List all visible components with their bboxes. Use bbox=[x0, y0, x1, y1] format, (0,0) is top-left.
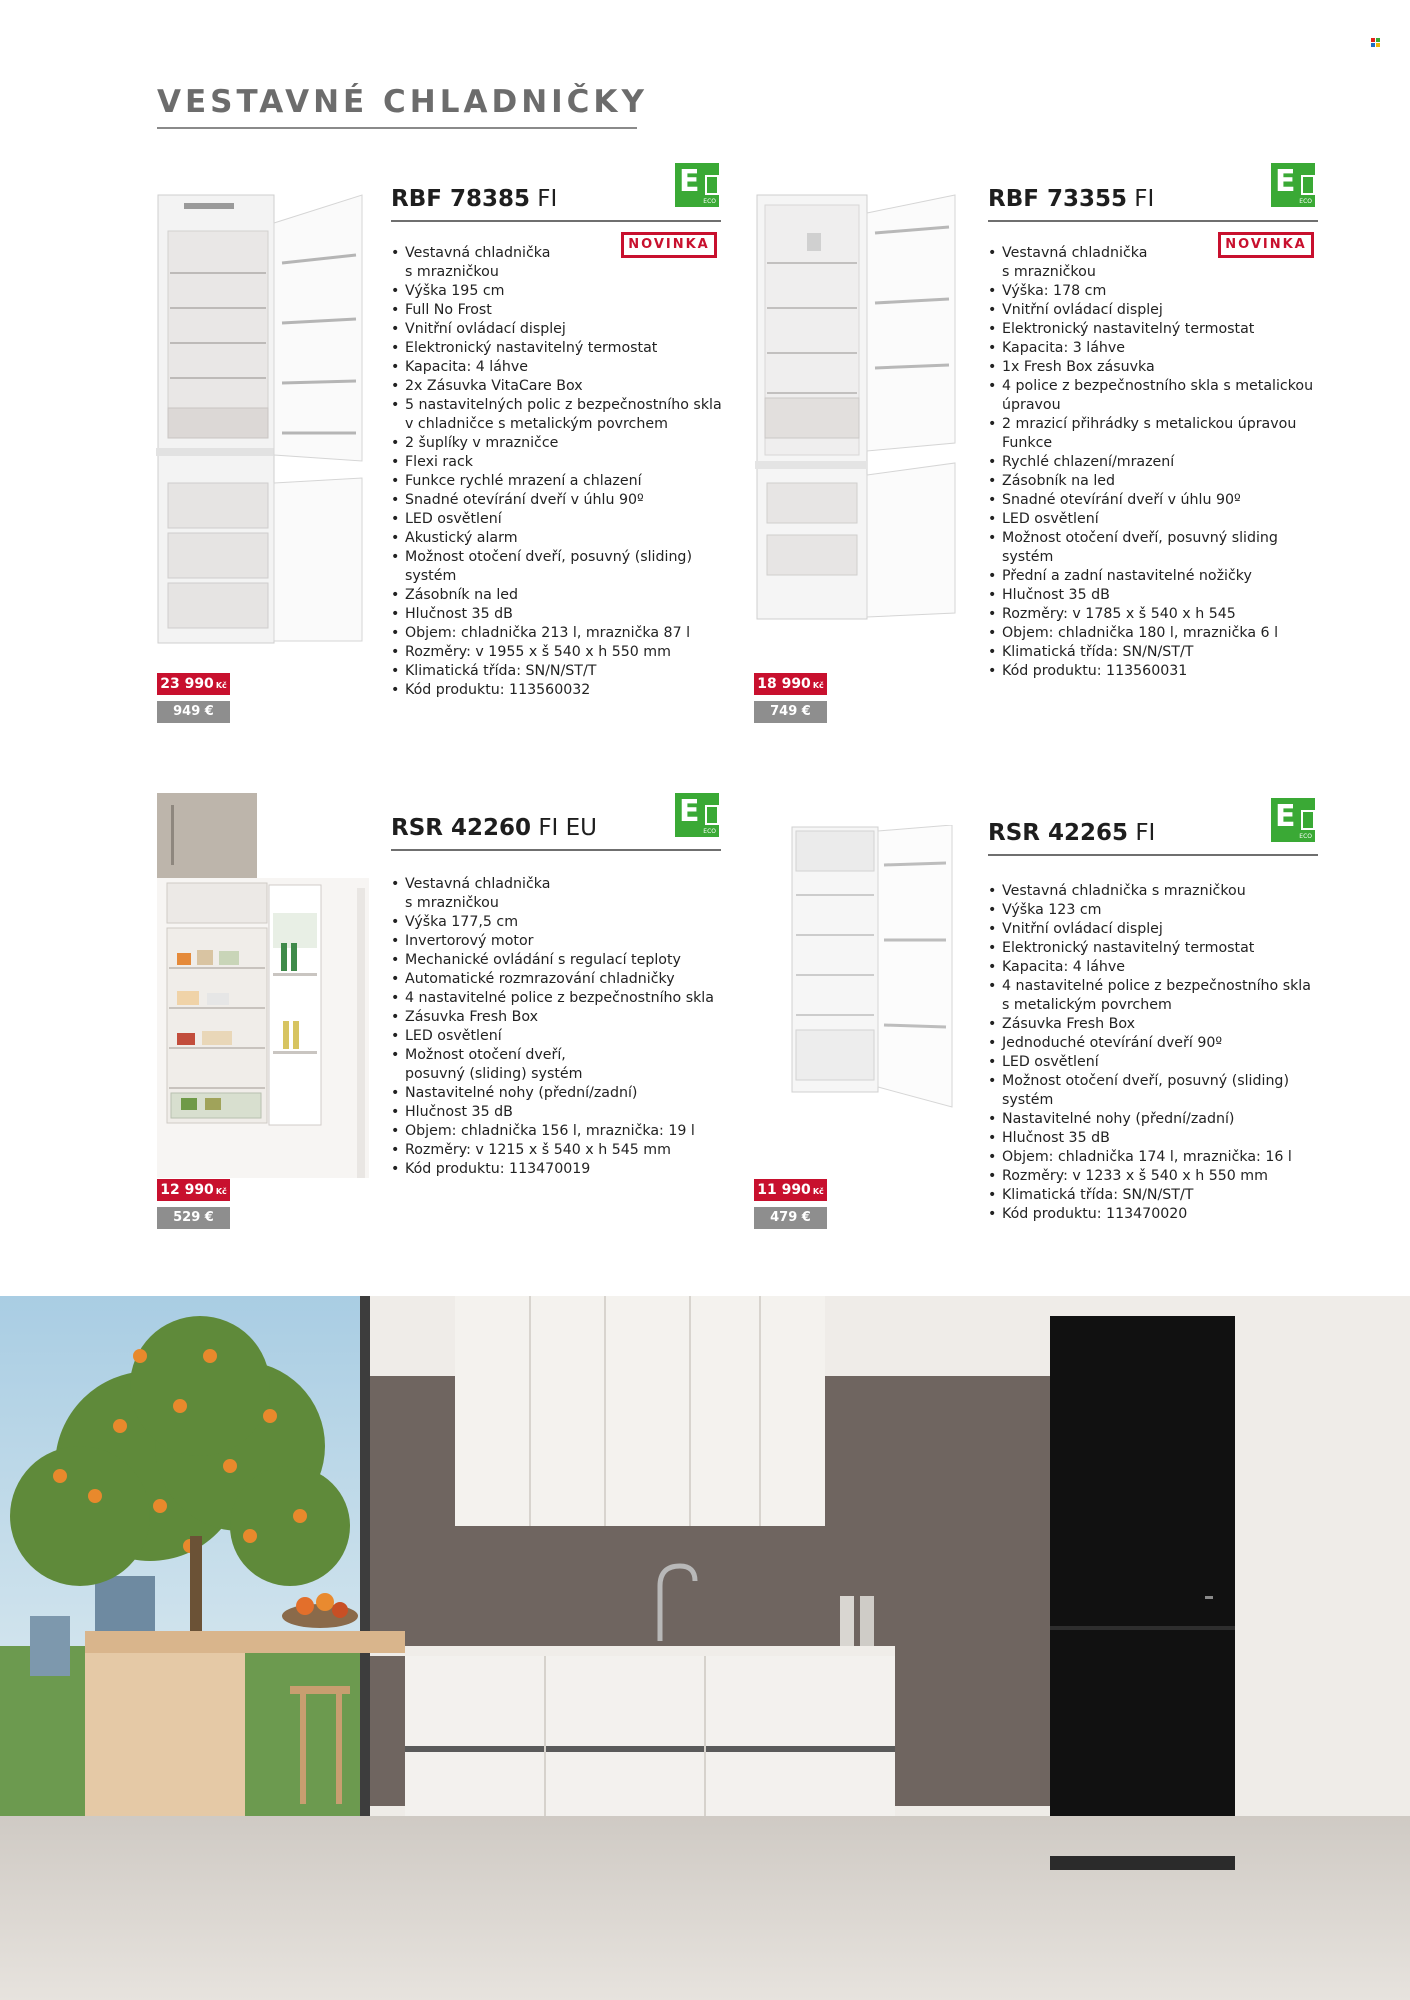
feature-item: • Kapacita: 4 láhve bbox=[988, 958, 1311, 977]
feature-item: • Rychlé chlazení/mrazení bbox=[988, 453, 1313, 472]
feature-item: úpravou bbox=[1002, 397, 1061, 413]
feature-item: • Snadné otevírání dveří v úhlu 90º bbox=[988, 491, 1313, 510]
feature-list bbox=[988, 244, 1313, 681]
feature-item: s mrazničkou bbox=[1002, 264, 1096, 280]
feature-item: • Vestavná chladnička bbox=[988, 244, 1313, 263]
feature-item: • Flexi rack bbox=[391, 453, 722, 472]
price-eur: 529 € bbox=[157, 1207, 230, 1229]
feature-item: • Objem: chladnička 174 l, mraznička: 16 l bbox=[988, 1148, 1311, 1167]
model-name: RBF 73355 FI bbox=[988, 186, 1155, 212]
model-name: RSR 42265 FI bbox=[988, 820, 1156, 846]
feature-item: • 1x Fresh Box zásuvka bbox=[988, 358, 1313, 377]
feature-item: • Přední a zadní nastavitelné nožičky bbox=[988, 567, 1313, 586]
price-czk: 12 990 Kč bbox=[157, 1179, 230, 1201]
energy-class-icon: E ECO bbox=[675, 163, 719, 207]
feature-item: • Automatické rozmrazování chladničky bbox=[391, 970, 714, 989]
model-divider bbox=[988, 854, 1318, 856]
feature-item: • Kapacita: 3 láhve bbox=[988, 339, 1313, 358]
feature-item: posuvný (sliding) systém bbox=[405, 1066, 583, 1082]
fridge-image bbox=[156, 193, 366, 648]
feature-item: • Klimatická třída: SN/N/ST/T bbox=[988, 643, 1313, 662]
feature-item: • Možnost otočení dveří, bbox=[391, 1046, 714, 1065]
feature-item: • Hlučnost 35 dB bbox=[391, 1103, 714, 1122]
new-badge: NOVINKA bbox=[621, 232, 717, 258]
feature-item: • Vestavná chladnička bbox=[391, 244, 722, 263]
feature-item: • Nastavitelné nohy (přední/zadní) bbox=[988, 1110, 1311, 1129]
feature-item: • Zásobník na led bbox=[988, 472, 1313, 491]
price-eur: 949 € bbox=[157, 701, 230, 723]
feature-item: s mrazničkou bbox=[405, 264, 499, 280]
feature-item: • Rozměry: v 1785 x š 540 x h 545 bbox=[988, 605, 1313, 624]
feature-list bbox=[988, 882, 1311, 1224]
feature-item: • Vestavná chladnička bbox=[391, 875, 714, 894]
feature-item: • Kód produktu: 113560032 bbox=[391, 681, 722, 700]
fridge-image bbox=[755, 193, 960, 623]
feature-item: • Hlučnost 35 dB bbox=[988, 1129, 1311, 1148]
model-name: RSR 42260 FI EU bbox=[391, 815, 598, 841]
feature-item: • 4 police z bezpečnostního skla s metalickou bbox=[988, 377, 1313, 396]
feature-item: • Výška 195 cm bbox=[391, 282, 722, 301]
feature-item: • Zásobník na led bbox=[391, 586, 722, 605]
feature-item: • Výška: 178 cm bbox=[988, 282, 1313, 301]
feature-item: • Možnost otočení dveří, posuvný (sliding) bbox=[391, 548, 722, 567]
feature-item: • Hlučnost 35 dB bbox=[988, 586, 1313, 605]
page-title: VESTAVNÉ CHLADNIČKY bbox=[157, 84, 648, 120]
feature-item: • Rozměry: v 1233 x š 540 x h 550 mm bbox=[988, 1167, 1311, 1186]
feature-item: • Elektronický nastavitelný termostat bbox=[988, 939, 1311, 958]
price-czk: 11 990 Kč bbox=[754, 1179, 827, 1201]
feature-item: • 2 šuplíky v mrazničce bbox=[391, 434, 722, 453]
brand-logo-icon bbox=[1371, 38, 1381, 48]
fridge-image bbox=[157, 793, 369, 1183]
feature-list bbox=[391, 244, 722, 700]
title-divider bbox=[157, 127, 637, 129]
feature-item: • 2x Zásuvka VitaCare Box bbox=[391, 377, 722, 396]
model-divider bbox=[391, 220, 721, 222]
feature-item: • Akustický alarm bbox=[391, 529, 722, 548]
feature-list bbox=[391, 875, 714, 1179]
feature-item: • Objem: chladnička 156 l, mraznička: 19 l bbox=[391, 1122, 714, 1141]
new-badge: NOVINKA bbox=[1218, 232, 1314, 258]
feature-item: • Zásuvka Fresh Box bbox=[988, 1015, 1311, 1034]
feature-item: • 2 mrazicí přihrádky s metalickou úpravou bbox=[988, 415, 1313, 434]
feature-item: systém bbox=[405, 568, 457, 584]
feature-item: • Objem: chladnička 213 l, mraznička 87 l bbox=[391, 624, 722, 643]
feature-item: • Hlučnost 35 dB bbox=[391, 605, 722, 624]
feature-item: • Možnost otočení dveří, posuvný (sliding) bbox=[988, 1072, 1311, 1091]
feature-item: • Snadné otevírání dveří v úhlu 90º bbox=[391, 491, 722, 510]
feature-item: • Jednoduché otevírání dveří 90º bbox=[988, 1034, 1311, 1053]
feature-item: • Mechanické ovládání s regulací teploty bbox=[391, 951, 714, 970]
price-czk: 23 990 Kč bbox=[157, 673, 230, 695]
fridge-image bbox=[790, 825, 955, 1110]
feature-item: • Vnitřní ovládací displej bbox=[391, 320, 722, 339]
feature-item: s mrazničkou bbox=[405, 895, 499, 911]
price-czk: 18 990 Kč bbox=[754, 673, 827, 695]
feature-item: • Kapacita: 4 láhve bbox=[391, 358, 722, 377]
feature-item: Funkce bbox=[1002, 435, 1053, 451]
feature-item: • Klimatická třída: SN/N/ST/T bbox=[391, 662, 722, 681]
feature-item: v chladničce s metalickým povrchem bbox=[405, 416, 668, 432]
feature-item: • Rozměry: v 1215 x š 540 x h 545 mm bbox=[391, 1141, 714, 1160]
feature-item: • LED osvětlení bbox=[988, 510, 1313, 529]
feature-item: • LED osvětlení bbox=[988, 1053, 1311, 1072]
feature-item: • Vnitřní ovládací displej bbox=[988, 301, 1313, 320]
feature-item: • LED osvětlení bbox=[391, 1027, 714, 1046]
feature-item: • Klimatická třída: SN/N/ST/T bbox=[988, 1186, 1311, 1205]
feature-item: systém bbox=[1002, 549, 1054, 565]
feature-item: • Kód produktu: 113470019 bbox=[391, 1160, 714, 1179]
price-eur: 479 € bbox=[754, 1207, 827, 1229]
feature-item: • Elektronický nastavitelný termostat bbox=[391, 339, 722, 358]
model-name: RBF 78385 FI bbox=[391, 186, 558, 212]
feature-item: • Funkce rychlé mrazení a chlazení bbox=[391, 472, 722, 491]
feature-item: • Vnitřní ovládací displej bbox=[988, 920, 1311, 939]
feature-item: • Možnost otočení dveří, posuvný sliding bbox=[988, 529, 1313, 548]
feature-item: systém bbox=[1002, 1092, 1054, 1108]
feature-item: • Kód produktu: 113470020 bbox=[988, 1205, 1311, 1224]
feature-item: • 4 nastavitelné police z bezpečnostního skla bbox=[988, 977, 1311, 996]
feature-item: • Objem: chladnička 180 l, mraznička 6 l bbox=[988, 624, 1313, 643]
feature-item: • Výška 123 cm bbox=[988, 901, 1311, 920]
feature-item: • LED osvětlení bbox=[391, 510, 722, 529]
price-eur: 749 € bbox=[754, 701, 827, 723]
kitchen-photo bbox=[0, 1296, 1410, 2000]
energy-class-icon: E ECO bbox=[675, 793, 719, 837]
feature-item: • Výška 177,5 cm bbox=[391, 913, 714, 932]
feature-item: • 4 nastavitelné police z bezpečnostního skla bbox=[391, 989, 714, 1008]
feature-item: • Kód produktu: 113560031 bbox=[988, 662, 1313, 681]
feature-item: • Zásuvka Fresh Box bbox=[391, 1008, 714, 1027]
energy-class-icon: E ECO bbox=[1271, 798, 1315, 842]
feature-item: • Invertorový motor bbox=[391, 932, 714, 951]
feature-item: • Elektronický nastavitelný termostat bbox=[988, 320, 1313, 339]
feature-item: • Vestavná chladnička s mrazničkou bbox=[988, 882, 1311, 901]
feature-item: • Nastavitelné nohy (přední/zadní) bbox=[391, 1084, 714, 1103]
feature-item: • 5 nastavitelných polic z bezpečnostního skla bbox=[391, 396, 722, 415]
model-divider bbox=[391, 849, 721, 851]
energy-class-icon: E ECO bbox=[1271, 163, 1315, 207]
feature-item: • Rozměry: v 1955 x š 540 x h 550 mm bbox=[391, 643, 722, 662]
feature-item: • Full No Frost bbox=[391, 301, 722, 320]
feature-item: s metalickým povrchem bbox=[1002, 997, 1172, 1013]
model-divider bbox=[988, 220, 1318, 222]
